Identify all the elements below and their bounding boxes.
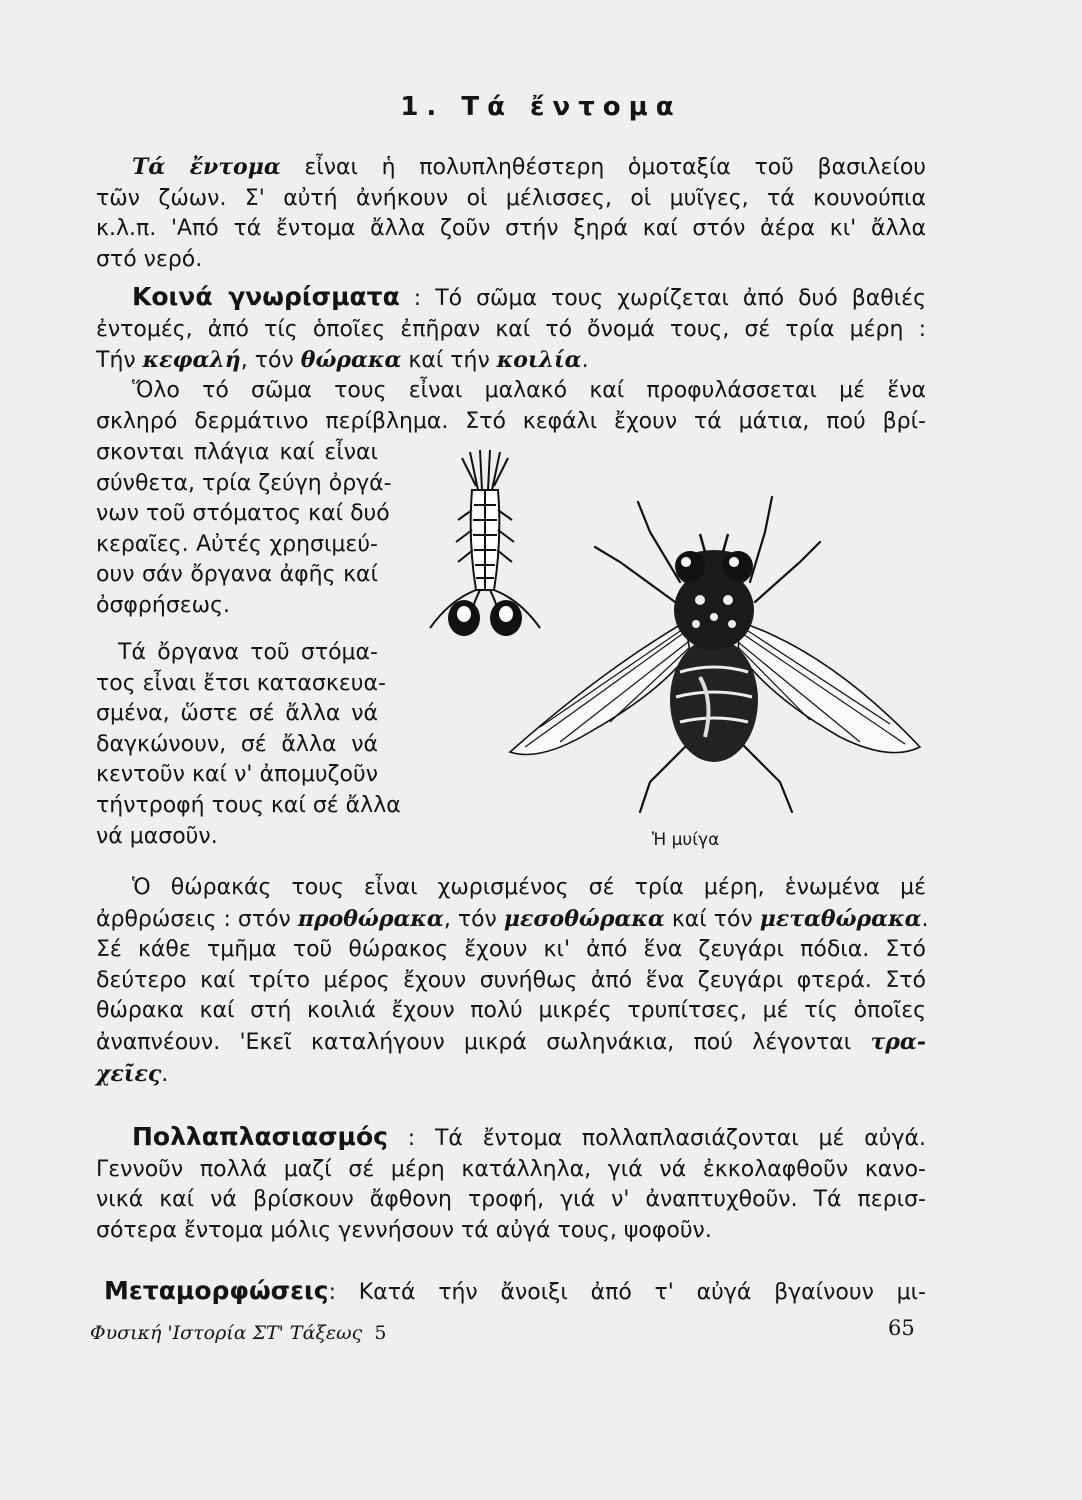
text-line: τος εἶναι ἔτσι κατασκευα- — [96, 670, 386, 696]
reproduction-paragraph — [96, 1122, 926, 1246]
intro-paragraph — [96, 152, 926, 275]
text-line: νων τοῦ στόματος καί δυό — [96, 501, 390, 527]
text-line: δαγκώνουν, σέ ἄλλα νά — [96, 731, 378, 757]
text-line: Τά ὄργανα τοῦ στόμα- — [118, 640, 378, 665]
text-line: Τά ἔντομα εἶναι ἡ πολυπληθέστερη ὁμοταξία τοῦ βασιλείου — [132, 154, 927, 180]
text-line: στό νερό. — [96, 246, 203, 272]
housefly-illustration — [500, 492, 925, 822]
text-line: σύνθετα, τρία ζεύγη ὀργά- — [96, 470, 392, 496]
chapter-title: 1. Τά ἔντομα — [400, 92, 682, 122]
text-line: σκληρό δερμάτινο περίβλημα. Στό κεφάλι ἔχουν τά μάτια, πού βρί- — [96, 408, 926, 434]
text-line: Σέ κάθε τμῆμα τοῦ θώρακος ἔχουν κι' ἀπό ἕνα ζευγάρι πόδια. Στό — [96, 937, 926, 963]
text-line: Κοινά γνωρίσματα : Τό σῶμα τους χωρίζεται ἀπό δυό βαθιές — [132, 282, 926, 311]
metamorphosis-paragraph — [96, 1276, 926, 1309]
footer-book-title: Φυσική 'Ιστορία ΣΤ' Τάξεως 5 — [90, 1322, 387, 1344]
term-tracheies-end: χεῖες — [96, 1060, 162, 1087]
thorax-paragraph — [96, 873, 929, 1090]
body-paragraph-narrow — [96, 438, 392, 622]
common-features-paragraph — [96, 282, 926, 377]
text-line: Ὁ θώρακάς τους εἶναι χωρισμένος σέ τρία μέρη, ἑνωμένα μέ — [132, 875, 926, 900]
text-line: κεραῖες. Αὐτές χρησιμεύ- — [96, 531, 378, 557]
term-entoma: Τά ἔντομα — [132, 154, 281, 180]
text-line: Γεννοῦν πολλά μαζί σέ μέρη κατάλληλα, γιά νά ἐκκολαφθοῦν κανο- — [96, 1156, 926, 1182]
signature-number: 5 — [374, 1322, 387, 1344]
term-prothoraka: προθώρακα — [297, 905, 444, 932]
section-heading: Μεταμορφώσεις — [104, 1276, 329, 1305]
text-line: θώρακα καί στή κοιλιά ἔχουν πολύ μικρές τρυπίτσες, μέ τίς ὁποῖες — [96, 998, 926, 1024]
text-line: σότερα ἔντομα μόλις γεννήσουν τά αὐγά τους, ψοφοῦν. — [96, 1217, 712, 1243]
text-line: ουν σάν ὄργανα ἀφῆς καί — [96, 562, 378, 588]
body-paragraph — [96, 376, 926, 437]
section-heading: Κοινά γνωρίσματα — [132, 282, 400, 311]
term-kefali: κεφαλή — [142, 347, 241, 374]
text-line: Μεταμορφώσεις: Κατά τήν ἄνοιξι ἀπό τ' αὐγά βγαίνουν μι- — [104, 1276, 926, 1305]
term-koilia: κοιλία — [496, 347, 582, 374]
page-number: 65 — [888, 1316, 915, 1340]
text-line: Ὅλο τό σῶμα τους εἶναι μαλακό καί προφυλάσσεται μέ ἕνα — [132, 378, 926, 403]
text-line: Τήν κεφαλή, τόν θώρακα καί τήν κοιλία. — [96, 347, 589, 374]
text-line: δεύτερο καί τρίτο μέρος ἔχουν συνήθως ἀπό ἕνα ζευγάρι φτερά. Στό — [96, 967, 926, 993]
text-line: ὀσφρήσεως. — [96, 592, 230, 618]
section-heading: Πολλαπλασιασμός — [132, 1122, 388, 1151]
text-line: νά μασοῦν. — [96, 823, 218, 849]
text-line: Πολλαπλασιασμός : Τά ἔντομα πολλαπλασιάζονται μέ αὐγά. — [132, 1122, 926, 1151]
term-mesothoraka: μεσοθώρακα — [503, 905, 665, 932]
text-line: κεντοῦν καί ν' ἀπομυζοῦν — [96, 762, 378, 788]
text-line: σμένα, ὥστε σέ ἄλλα νά — [96, 701, 378, 727]
text-line: τῶν ζώων. Σ' αὐτή ἀνήκουν οἱ μέλισσες, οἱ μυῖγες, τά κουνούπια — [96, 185, 926, 211]
figure-caption: Ἡ μυίγα — [652, 830, 720, 850]
text-line: τήντροφή τους καί σέ ἄλλα — [96, 792, 401, 818]
mouth-parts-paragraph — [96, 638, 401, 852]
text-line: σκονται πλάγια καί εἶναι — [96, 440, 378, 465]
text-line: ἀρθρώσεις : στόν προθώρακα, τόν μεσοθώρακα καί τόν μεταθώρακα. — [96, 905, 929, 932]
term-tracheies-start: τρα- — [870, 1028, 926, 1055]
text-line: ἀναπνέουν. 'Εκεῖ καταλήγουν μικρά σωληνάκια, πού λέγονται τρα- — [96, 1028, 926, 1055]
term-thoraka: θώρακα — [300, 347, 402, 374]
term-metathoraka: μεταθώρακα — [759, 905, 922, 932]
text-line: κ.λ.π. 'Από τά ἔντομα ἄλλα ζοῦν στήν ξηρά καί στόν ἀέρα κι' ἄλλα — [96, 216, 926, 242]
text-line: ἐντομές, ἀπό τίς ὁποῖες ἐπῆραν καί τό ὄνομά τους, σέ τρία μέρη : — [96, 316, 926, 342]
text-line: νικά καί νά βρίσκουν ἄφθονη τροφή, γιά ν' ἀναπτυχθοῦν. Τά περισ- — [96, 1187, 926, 1213]
text-line: χεῖες. — [96, 1060, 169, 1087]
